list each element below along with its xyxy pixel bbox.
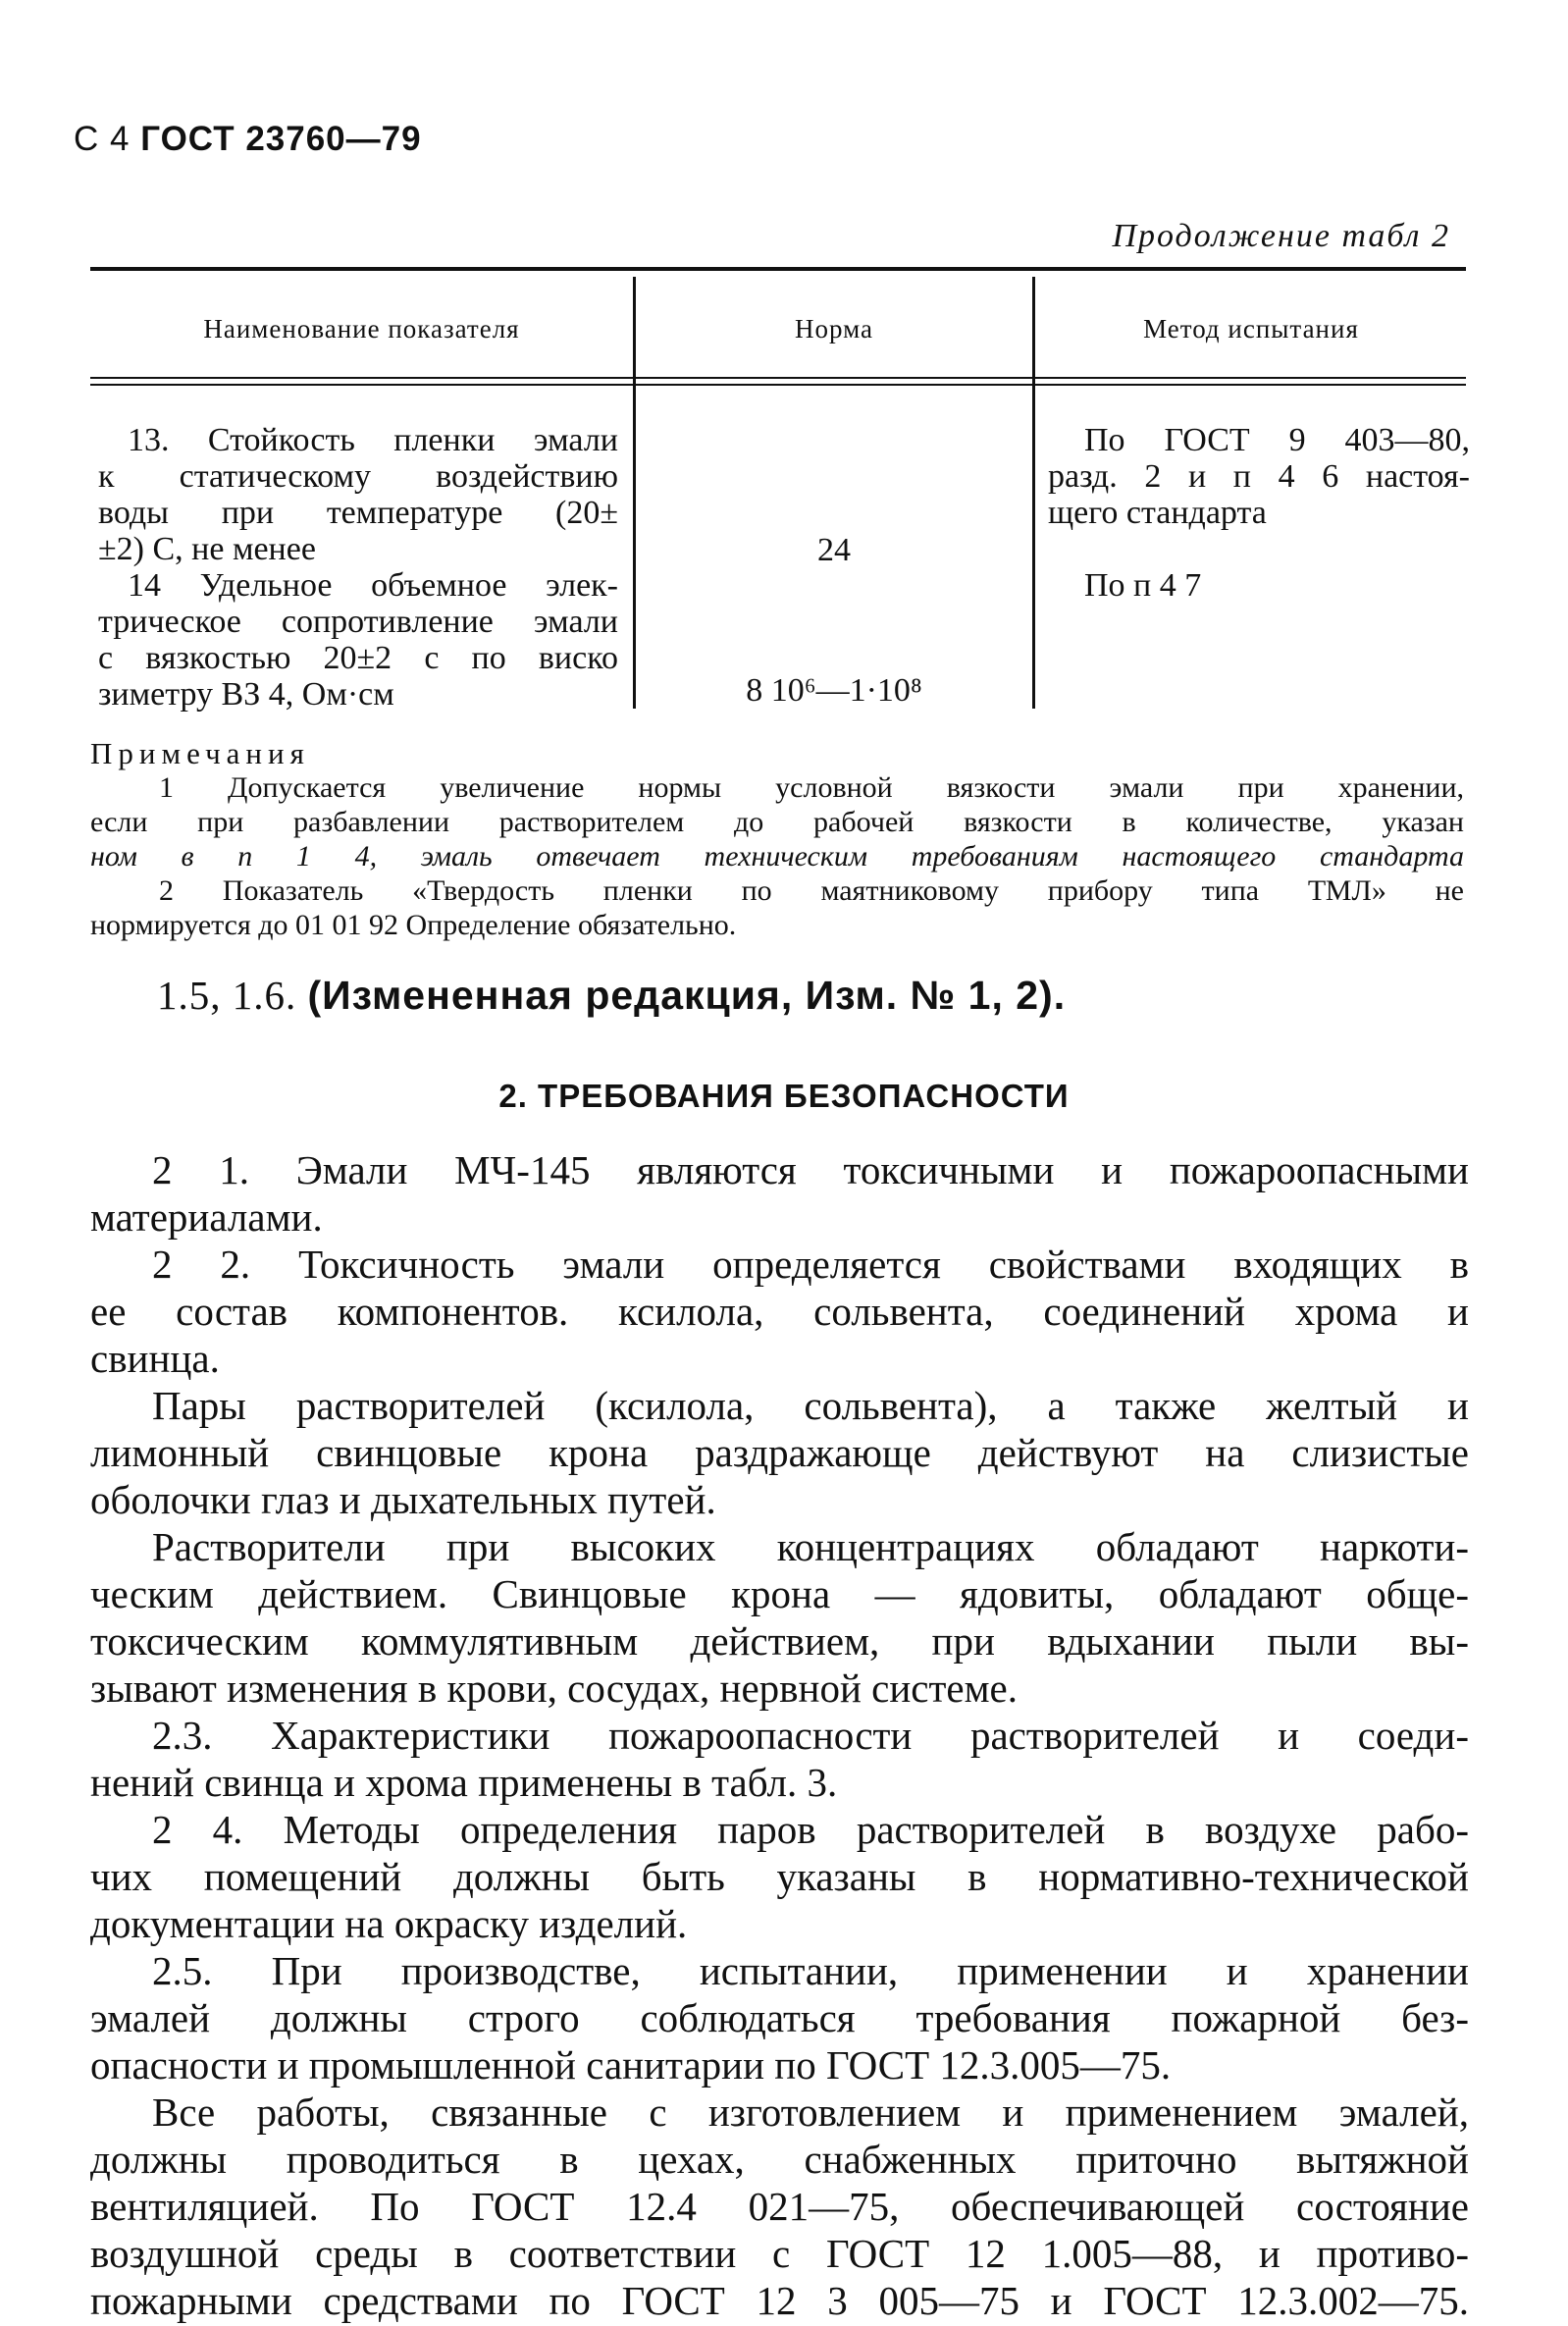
table-continuation-label: Продолжение табл 2 [1112, 218, 1450, 254]
table-row-14-name [98, 567, 618, 713]
text-line: воздушной среды в соответствии с ГОСТ 12 1.005—88, и противо- [90, 2231, 1469, 2276]
page-header [74, 120, 422, 159]
paragraph-ventilation [90, 2088, 1469, 2324]
standard-number: ГОСТ 23760—79 [140, 120, 422, 158]
table-cell-line: 14 Удельное объемное элек- [128, 567, 618, 604]
paragraph-2-2 [90, 1241, 1469, 1382]
paragraph-2-1 [90, 1146, 1469, 1241]
note-line: если при разбавлении растворителем до рабочей вязкости в количестве, указан [90, 806, 1464, 838]
text-line: вентиляцией. По ГОСТ 12.4 021—75, обеспечивающей состояние [90, 2184, 1469, 2229]
table-row-14-method [1084, 567, 1457, 604]
table-notes [90, 736, 1464, 942]
text-line: ческим действием. Свинцовые крона — ядовиты, обладают обще- [90, 1571, 1469, 1616]
table-row-13-norm: 24 [817, 532, 851, 568]
note-line: нормируется до 01 01 92 Определение обязательно. [90, 909, 737, 941]
text-line: оболочки глаз и дыхательных путей. [90, 1477, 716, 1522]
text-line: Пары растворителей (ксилола, сольвента), а также желтый и [152, 1383, 1469, 1428]
paragraph-2-3 [90, 1712, 1469, 1806]
table-cell-line: щего стандарта [1048, 495, 1267, 531]
table-row-13-name [98, 422, 618, 567]
text-line: нений свинца и хрома применены в табл. 3. [90, 1760, 838, 1805]
table-cell-line: По ГОСТ 9 403—80, [1084, 422, 1470, 458]
table-cell-line: трическое сопротивление эмали [98, 604, 618, 640]
table-cell-line: ±2) С, не менее [98, 531, 316, 567]
amendment-note [157, 972, 1066, 1019]
text-line: материалами. [90, 1194, 323, 1240]
text-line: 2 1. Эмали МЧ-145 являются токсичными и пожароопасными [152, 1147, 1469, 1192]
text-line: лимонный свинцовые крона раздражающе действуют на слизистые [90, 1430, 1469, 1475]
paragraph-2-4 [90, 1806, 1469, 1947]
table-header-norm: Норма [795, 314, 873, 344]
text-line: Растворители при высоких концентрациях обладают наркоти- [152, 1524, 1469, 1569]
amendment-clauses: 1.5, 1.6. [157, 973, 297, 1018]
text-line: 2.5. При производстве, испытании, применении и хранении [152, 1948, 1469, 1993]
notes-title: Примечания [90, 736, 310, 770]
table-cell-line: с вязкостью 20±2 с по виско [98, 640, 618, 676]
text-line: должны проводиться в цехах, снабженных приточно вытяжной [90, 2137, 1469, 2182]
table-row-14-norm: 8 10⁶—1·10⁸ [746, 672, 922, 709]
table-cell-line: воды при температуре (20± [98, 495, 618, 531]
note-line: 2 Показатель «Твердость пленки по маятниковому прибору типа ТМЛ» не [159, 874, 1464, 907]
table-header-rule [90, 377, 1466, 379]
note-line: ном в п 1 4, эмаль отвечает техническим требованиям настоящего стандарта [90, 840, 1464, 872]
table-cell-line: к статическому воздействию [98, 458, 618, 495]
paragraph-vapors [90, 1382, 1469, 1523]
table-top-rule [90, 267, 1466, 271]
text-line: ее состав компонентов. ксилола, сольвента, соединений хрома и [90, 1289, 1469, 1334]
text-line: 2 2. Токсичность эмали определяется свойствами входящих в [152, 1242, 1469, 1287]
paragraph-solvents [90, 1523, 1469, 1712]
table-header-name: Наименование показателя [203, 314, 520, 344]
table-header-rule-2 [90, 384, 1466, 386]
table-cell-line: По п 4 7 [1084, 567, 1202, 604]
text-line: свинца. [90, 1336, 220, 1381]
text-line: токсическим коммулятивным действием, при вдыхании пыли вы- [90, 1618, 1469, 1664]
section-body [90, 1146, 1469, 2324]
text-line: Все работы, связанные с изготовлением и применением эмалей, [152, 2089, 1469, 2135]
table-cell-line: разд. 2 и п 4 6 настоя- [1048, 458, 1470, 495]
table-cell-line: зиметру ВЗ 4, Ом·см [98, 676, 394, 713]
amendment-text: (Измененная редакция, Изм. № 1, 2). [307, 973, 1067, 1018]
text-line: опасности и промышленной санитарии по ГОСТ 12.3.005—75. [90, 2042, 1172, 2088]
note-line: 1 Допускается увеличение нормы условной вязкости эмали при хранении, [159, 771, 1464, 804]
text-line: 2 4. Методы определения паров растворителей в воздухе рабо- [152, 1807, 1469, 1852]
text-line: пожарными средствами по ГОСТ 12 3 005—75 и ГОСТ 12.3.002—75. [90, 2278, 1469, 2323]
page-number: С 4 [74, 120, 131, 158]
text-line: 2.3. Характеристики пожароопасности растворителей и соеди- [152, 1713, 1469, 1758]
text-line: документации на окраску изделий. [90, 1901, 688, 1946]
table-header-method: Метод испытания [1143, 314, 1359, 344]
paragraph-2-5 [90, 1947, 1469, 2088]
table-cell-line: 13. Стойкость пленки эмали [128, 422, 618, 458]
section-title: 2. ТРЕБОВАНИЯ БЕЗОПАСНОСТИ [498, 1078, 1070, 1114]
table-row-13-method [1048, 422, 1470, 531]
text-line: чих помещений должны быть указаны в нормативно-технической [90, 1854, 1469, 1899]
text-line: эмалей должны строго соблюдаться требования пожарной без- [90, 1995, 1469, 2040]
text-line: зывают изменения в крови, сосудах, нервной системе. [90, 1665, 1019, 1711]
